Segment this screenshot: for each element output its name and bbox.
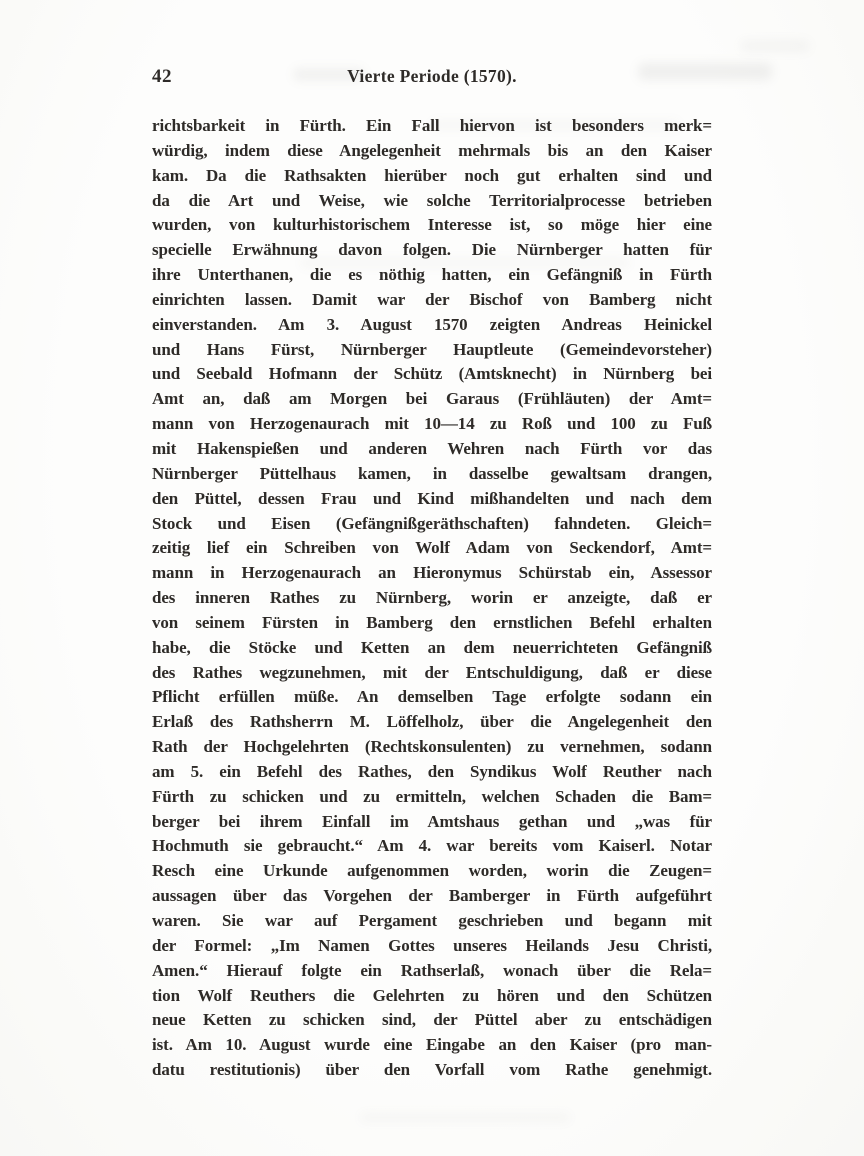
text-line: am 5. ein Befehl des Rathes, den Syndikus Wolf Reuther nach <box>152 761 712 781</box>
text-line: des Rathes wegzunehmen, mit der Entschuldigung, daß er diese <box>152 662 712 682</box>
text-line: Nürnberger Püttelhaus kamen, in dasselbe gewaltsam drangen, <box>152 463 712 483</box>
text-line: mit Hakenspießen und anderen Wehren nach Fürth vor das <box>152 438 712 458</box>
text-line: Fürth zu schicken und zu ermitteln, welchen Schaden die Bam= <box>152 786 712 806</box>
text-line: einrichten lassen. Damit war der Bischof von Bamberg nicht <box>152 289 712 309</box>
text-line: aussagen über das Vorgehen der Bamberger in Fürth aufgeführt <box>152 886 712 906</box>
text-line: und Hans Fürst, Nürnberger Hauptleute (Gemeindevorsteher) <box>152 339 712 359</box>
text-line: den Püttel, dessen Frau und Kind mißhandelten und nach dem <box>152 488 712 508</box>
text-line: tion Wolf Reuthers die Gelehrten zu hören und den Schützen <box>152 985 712 1005</box>
text-line: Rath der Hochgelehrten (Rechtskonsulenten) zu vernehmen, sodann <box>152 737 712 757</box>
text-line: ihre Unterthanen, die es nöthig hatten, ein Gefängniß in Fürth <box>152 265 712 285</box>
text-line: Erlaß des Rathsherrn M. Löffelholz, über die Angelegenheit den <box>152 712 712 732</box>
text-line: mann in Herzogenaurach an Hieronymus Schürstab ein, Assessor <box>152 563 712 583</box>
page-header <box>152 66 712 92</box>
text-line: einverstanden. Am 3. August 1570 zeigten Andreas Heinickel <box>152 314 712 334</box>
text-line: berger bei ihrem Einfall im Amtshaus gethan und „was für <box>152 811 712 831</box>
running-head: Vierte Periode (1570). <box>347 66 517 86</box>
text-line: habe, die Stöcke und Ketten an dem neuerrichteten Gefängniß <box>152 637 712 657</box>
text-line: datu restitutionis) über den Vorfall vom Rathe genehmigt. <box>152 1060 712 1080</box>
page-number: 42 <box>152 66 172 87</box>
body-paragraph <box>152 114 712 1083</box>
text-line: Stock und Eisen (Gefängnißgeräthschaften) fahndeten. Gleich= <box>152 513 712 533</box>
text-line: wurden, von kulturhistorischem Interesse ist, so möge hier eine <box>152 215 712 235</box>
text-line: zeitig lief ein Schreiben von Wolf Adam von Seckendorf, Amt= <box>152 538 712 558</box>
text-line: specielle Erwähnung davon folgen. Die Nürnberger hatten für <box>152 240 712 260</box>
text-line: mann von Herzogenaurach mit 10—14 zu Roß und 100 zu Fuß <box>152 414 712 434</box>
text-line: der Formel: „Im Namen Gottes unseres Heilands Jesu Christi, <box>152 935 712 955</box>
ink-smudge <box>740 40 810 52</box>
text-line: Amen.“ Hierauf folgte ein Rathserlaß, wonach über die Rela= <box>152 960 712 980</box>
text-line: Pflicht erfüllen müße. An demselben Tage erfolgte sodann ein <box>152 687 712 707</box>
text-line: kam. Da die Rathsakten hierüber noch gut erhalten sind und <box>152 165 712 185</box>
text-line: würdig, indem diese Angelegenheit mehrmals bis an den Kaiser <box>152 140 712 160</box>
ink-smudge <box>360 1113 570 1122</box>
text-line: und Seebald Hofmann der Schütz (Amtsknecht) in Nürnberg bei <box>152 364 712 384</box>
text-column <box>152 66 712 1083</box>
text-line: Amt an, daß am Morgen bei Garaus (Frühläuten) der Amt= <box>152 389 712 409</box>
text-line: von seinem Fürsten in Bamberg den ernstlichen Befehl erhalten <box>152 612 712 632</box>
text-line: da die Art und Weise, wie solche Territorialprocesse betrieben <box>152 190 712 210</box>
text-line: waren. Sie war auf Pergament geschrieben und begann mit <box>152 911 712 930</box>
text-line: ist. Am 10. August wurde eine Eingabe an den Kaiser (pro man- <box>152 1035 712 1055</box>
text-line: neue Ketten zu schicken sind, der Püttel aber zu entschädigen <box>152 1010 712 1030</box>
text-line: Resch eine Urkunde aufgenommen worden, worin die Zeugen= <box>152 861 712 881</box>
text-line: Hochmuth sie gebraucht.“ Am 4. war bereits vom Kaiserl. Notar <box>152 836 712 856</box>
text-line: richtsbarkeit in Fürth. Ein Fall hiervon ist besonders merk= <box>152 116 712 135</box>
text-line: des inneren Rathes zu Nürnberg, worin er anzeigte, daß er <box>152 588 712 608</box>
